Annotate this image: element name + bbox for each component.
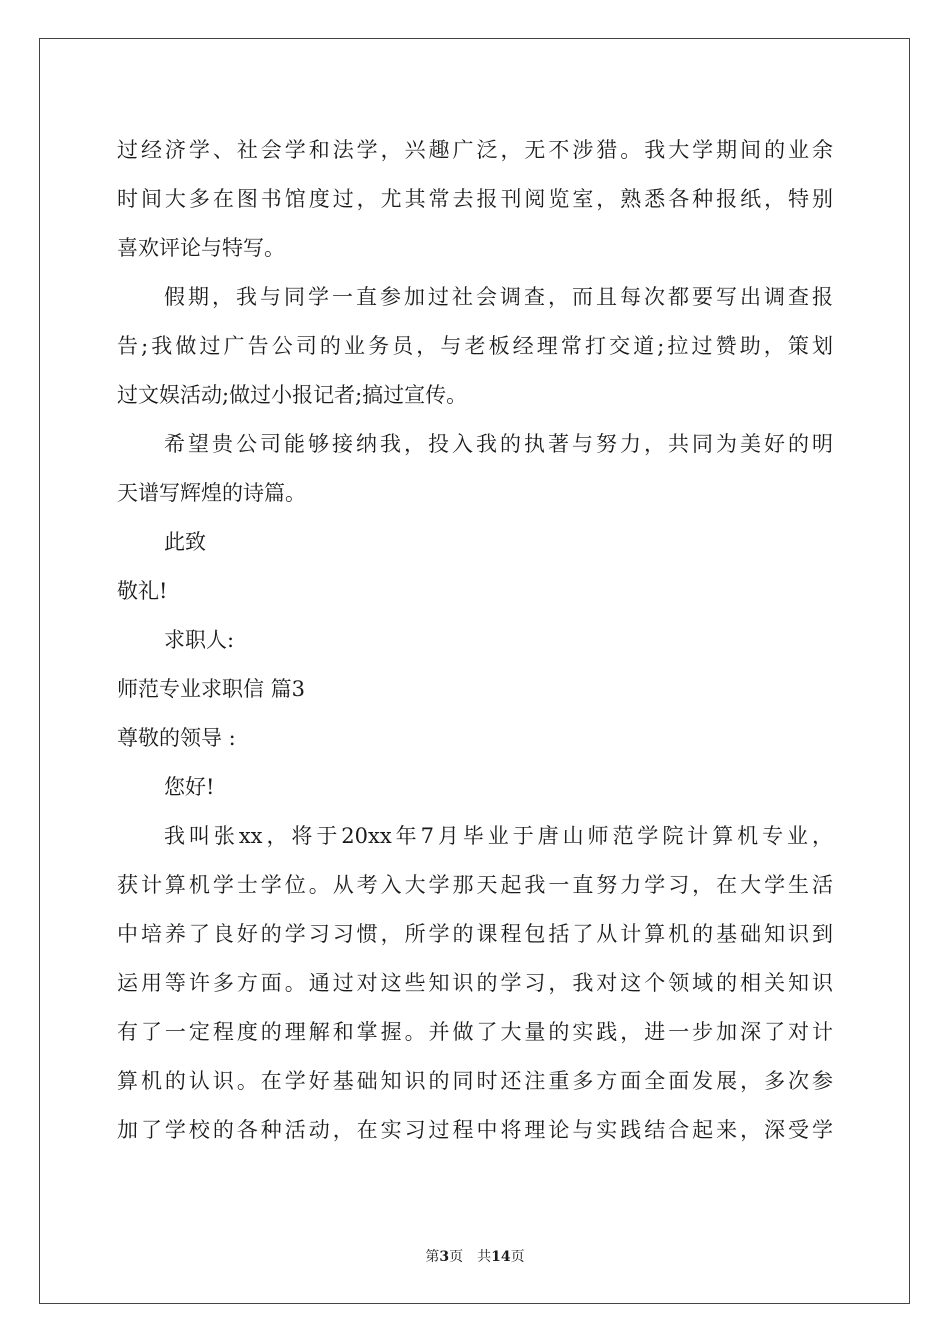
text-line: 此致 xyxy=(164,530,206,554)
page-prefix: 第 xyxy=(425,1249,440,1265)
text-line: 中培养了良好的学习习惯，所学的课程包括了从计算机的基础知识到 xyxy=(117,922,833,946)
document-body xyxy=(117,126,833,1155)
text-line: 尊敬的领导 : xyxy=(117,726,236,750)
text-line: 过经济学、社会学和法学，兴趣广泛，无不涉猎。我大学期间的业余 xyxy=(117,138,833,162)
text-line: 算机的认识。在学好基础知识的同时还注重多方面全面发展，多次参 xyxy=(117,1069,833,1093)
text-line: 我叫张xx，将于20xx年7月毕业于唐山师范学院计算机专业， xyxy=(164,824,833,848)
text-line: 有了一定程度的理解和掌握。并做了大量的实践，进一步加深了对计 xyxy=(117,1020,833,1044)
text-line: 喜欢评论与特写。 xyxy=(117,236,285,260)
text-line: 假期，我与同学一直参加过社会调查，而且每次都要写出调查报 xyxy=(164,285,833,309)
text-line: 告;我做过广告公司的业务员，与老板经理常打交道;拉过赞助，策划 xyxy=(117,334,833,358)
total-prefix: 共 xyxy=(477,1249,492,1265)
total-suffix: 页 xyxy=(510,1249,525,1265)
total-pages: 14 xyxy=(491,1249,511,1265)
text-line: 过文娱活动;做过小报记者;搞过宣传。 xyxy=(117,383,468,407)
text-line: 天谱写辉煌的诗篇。 xyxy=(117,481,306,505)
page-footer xyxy=(0,1246,950,1266)
text-line: 加了学校的各种活动，在实习过程中将理论与实践结合起来，深受学 xyxy=(117,1118,833,1142)
paragraph-lines xyxy=(117,126,833,1155)
text-line: 您好! xyxy=(164,775,215,799)
page-number: 3 xyxy=(439,1249,450,1265)
text-line: 时间大多在图书馆度过，尤其常去报刊阅览室，熟悉各种报纸，特别 xyxy=(117,187,833,211)
text-line: 敬礼! xyxy=(117,579,168,603)
text-line: 求职人: xyxy=(164,628,235,652)
text-line: 运用等许多方面。通过对这些知识的学习，我对这个领域的相关知识 xyxy=(117,971,833,995)
page-suffix: 页 xyxy=(449,1249,464,1265)
text-line: 师范专业求职信 篇3 xyxy=(117,677,306,701)
text-line: 希望贵公司能够接纳我，投入我的执著与努力，共同为美好的明 xyxy=(164,432,833,456)
text-line: 获计算机学士学位。从考入大学那天起我一直努力学习，在大学生活 xyxy=(117,873,833,897)
